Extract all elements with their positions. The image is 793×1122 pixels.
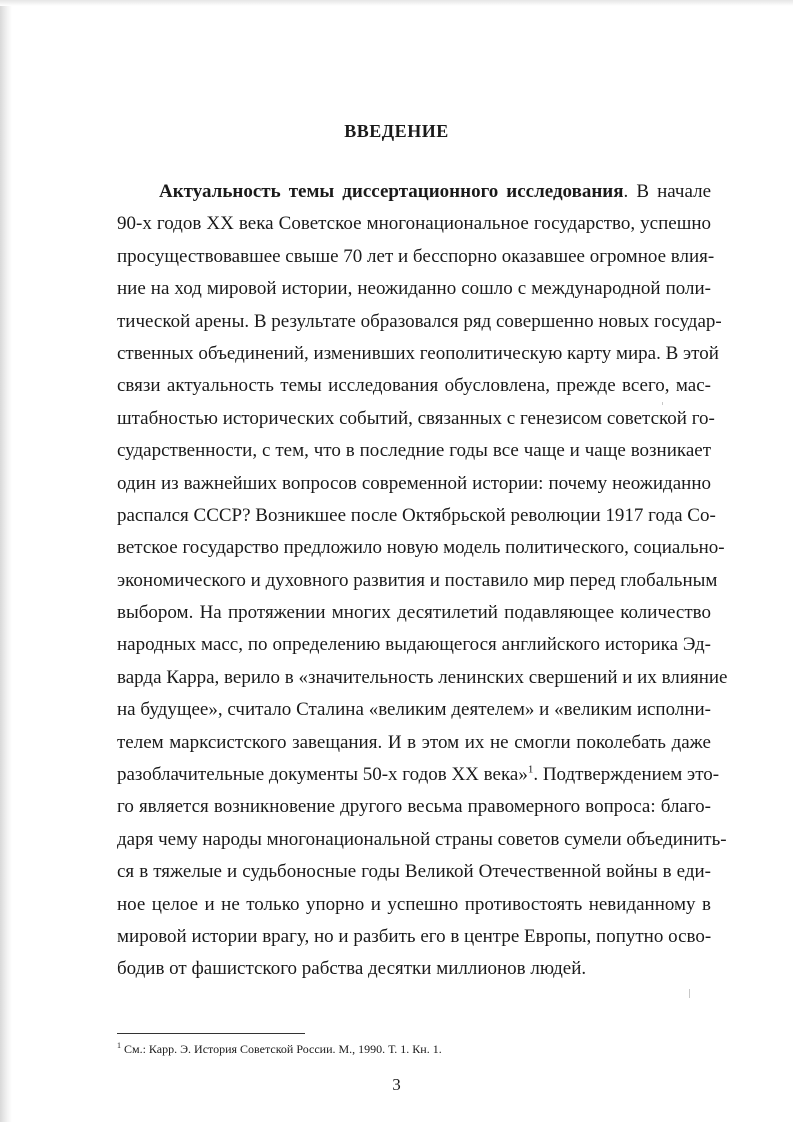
text-line: связи актуальность темы исследования обусловлена, прежде всего, мас- [117, 375, 711, 397]
text-line: бодив от фашистского рабства десятки миллионов людей. [117, 958, 587, 980]
text-fragment: разоблачительные документы 50-х годов XX века» [117, 764, 528, 786]
scan-speck [662, 402, 663, 405]
text-line: ное целое и не только упорно и успешно противостоять невиданному в [117, 893, 711, 915]
text-line: телем марксистского завещания. И в этом их не смогли поколебать даже [117, 731, 711, 753]
text-line: мировой истории врагу, но и разбить его в центре Европы, попутно осво- [117, 925, 712, 947]
text-line: тической арены. В результате образовался ряд совершенно новых государ- [117, 310, 722, 332]
footnote [117, 1042, 442, 1057]
text-fragment: . Подтверждением это- [533, 764, 720, 786]
text-line: распался СССР? Возникшее после Октябрьской революции 1917 года Со- [117, 504, 716, 526]
text-line: штабностью исторических событий, связанных с генезисом советской го- [117, 407, 715, 429]
footnote-text: См.: Карр. Э. История Советской России. М., 1990. Т. 1. Кн. 1. [121, 1042, 442, 1056]
text-line: 90-х годов XX века Советское многонациональное государство, успешно [117, 213, 711, 235]
scan-speck [689, 989, 690, 998]
text-line: ственных объединений, изменивших геополитическую карту мира. В этой [117, 342, 719, 364]
scan-edge [0, 0, 12, 1122]
text-line: сударственности, с тем, что в последние годы все чаще и чаще возникает [117, 440, 711, 462]
body-paragraph [117, 176, 728, 986]
text-line: просуществовавшее свыше 70 лет и бесспорно оказавшее огромное влия- [117, 245, 715, 267]
text-line: ние на ход мировой истории, неожиданно сошло с международной поли- [117, 278, 711, 300]
text-fragment: . В начале [623, 181, 711, 202]
text-line [117, 759, 720, 791]
text-line: го является возникновение другого весьма правомерного вопроса: благо- [117, 796, 711, 818]
page-number: 3 [392, 1075, 401, 1094]
text-line: варда Карра, верило в «значительность ленинских свершений и их влияние [117, 666, 728, 688]
footnote-divider [117, 1033, 305, 1034]
text-line: даря чему народы многонациональной страны советов сумели объединить- [117, 828, 727, 850]
paragraph-heading: Актуальность темы диссертационного исследования [159, 181, 624, 202]
footnote-marker: 1 [117, 1041, 121, 1050]
footnote-reference: 1 [527, 763, 534, 776]
text-line: один из важнейших вопросов современной истории: почему неожиданно [117, 472, 711, 494]
text-line: ветское государство предложило новую модель политического, социально- [117, 537, 725, 559]
scan-edge-top [0, 0, 793, 6]
text-line: народных масс, по определению выдающегося английского историка Эд- [117, 634, 711, 656]
text-line: на будущее», считало Сталина «великим деятелем» и «великим исполни- [117, 699, 711, 721]
text-line: экономического и духовного развития и поставило мир перед глобальным [117, 569, 718, 591]
page-title: ВВЕДЕНИЕ [344, 121, 449, 141]
text-line [117, 176, 711, 208]
text-line: ся в тяжелые и судьбоносные годы Великой Отечественной войны в еди- [117, 861, 711, 883]
text-line: выбором. На протяжении многих десятилетий подавляющее количество [117, 602, 711, 624]
